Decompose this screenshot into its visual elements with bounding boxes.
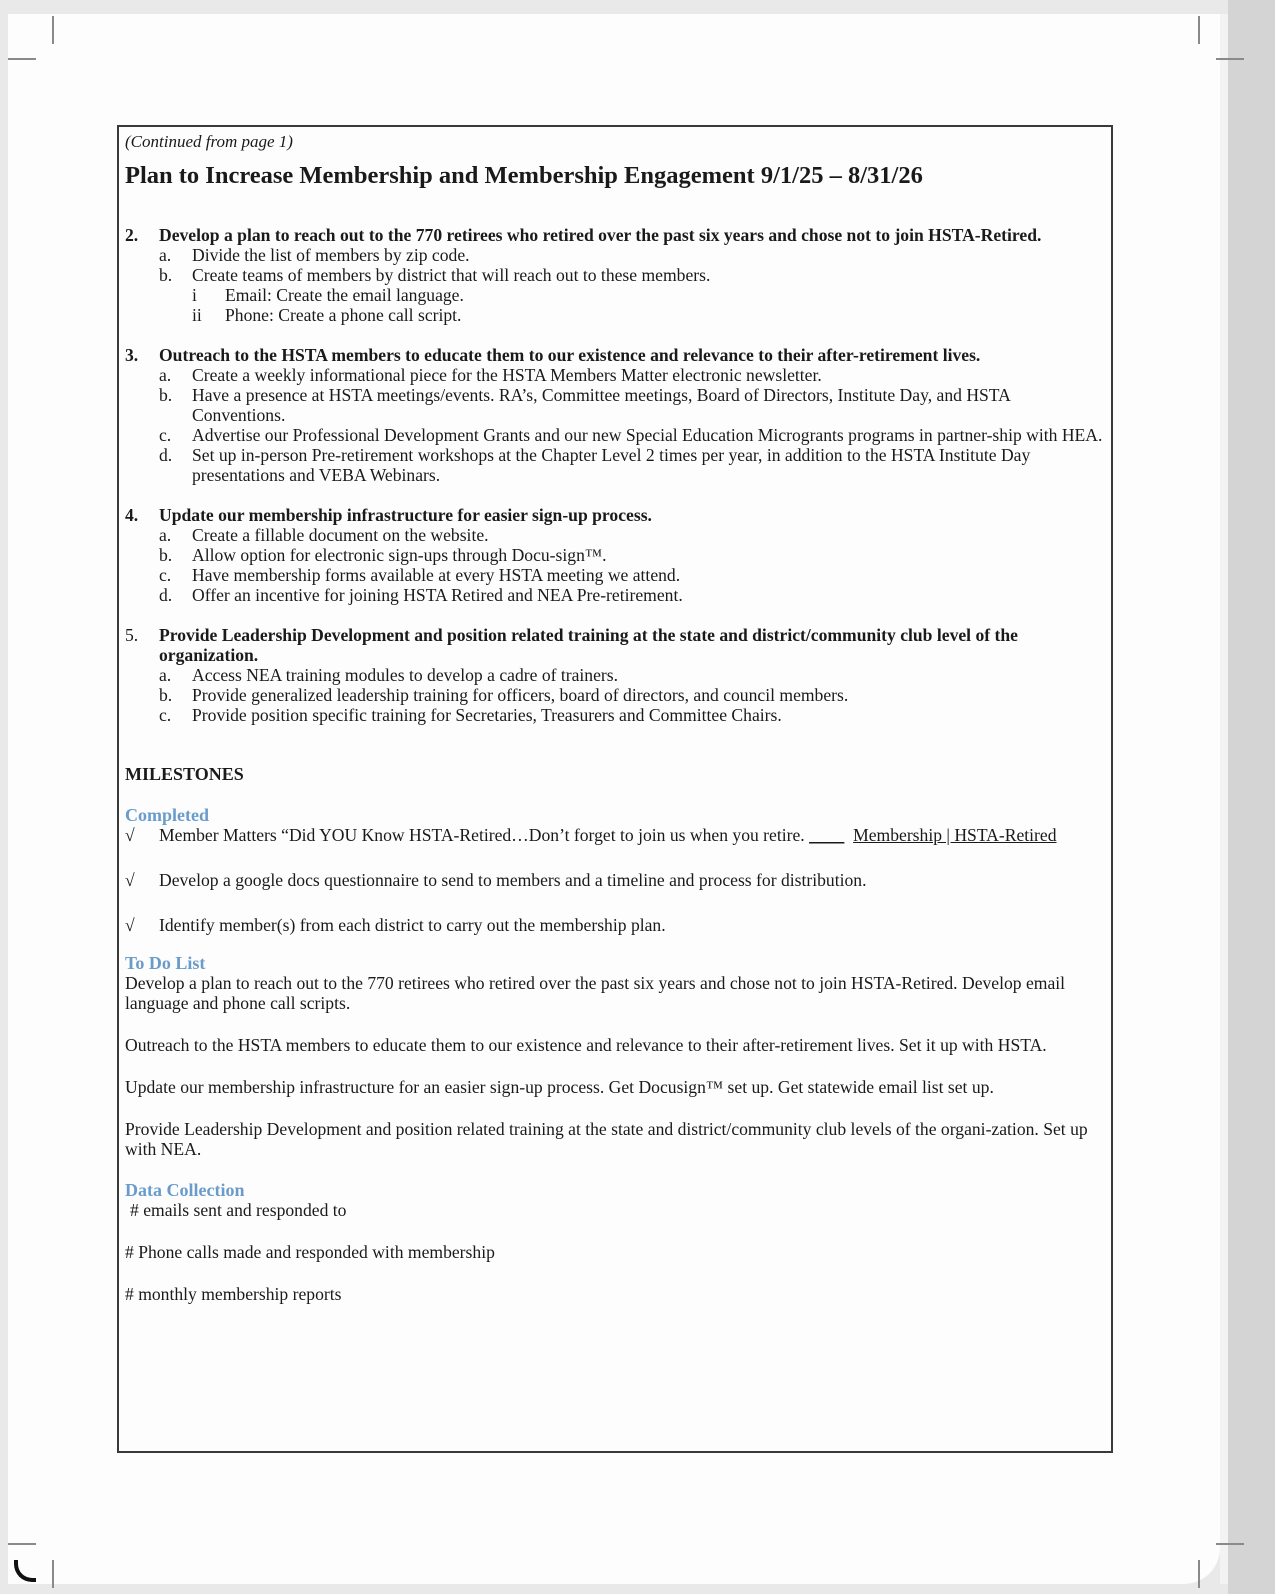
- completed-item: [125, 825, 1103, 845]
- sub-item: [159, 545, 1103, 565]
- data-collection-item: # monthly membership reports: [125, 1284, 342, 1304]
- checkmark-icon: √: [125, 915, 135, 935]
- item-number: 4.: [125, 505, 139, 525]
- data-collection-item: # Phone calls made and responded with membership: [125, 1242, 495, 1262]
- sub-letter: c.: [159, 705, 172, 725]
- sub-item: [159, 585, 1103, 605]
- sub-text: Access NEA training modules to develop a cadre of trainers.: [192, 665, 619, 685]
- sub-text: Create teams of members by district that will reach out to these members.: [192, 265, 711, 285]
- sub-sub-item: [192, 305, 1103, 325]
- sub-letter: b.: [159, 545, 173, 565]
- sub-letter: b.: [159, 385, 173, 405]
- plan-item: [125, 345, 1103, 485]
- sub-text: Offer an incentive for joining HSTA Retired and NEA Pre-retirement.: [192, 585, 683, 605]
- todo-item: Provide Leadership Development and position related training at the state and district/community club levels of the organi-zation. Set up with NEA.: [125, 1119, 1088, 1159]
- sub-letter: b.: [159, 685, 173, 705]
- sub-letter: a.: [159, 525, 172, 545]
- sub-sub-item: [192, 285, 1103, 305]
- sub-letter: a.: [159, 665, 172, 685]
- data-collection-heading: Data Collection: [125, 1180, 245, 1200]
- sub-sub-text: Email: Create the email language.: [225, 285, 464, 305]
- sub-text: Advertise our Professional Development Grants and our new Special Education Microgrants programs in partner-ship with HEA.: [192, 425, 1103, 445]
- sub-text: Create a weekly informational piece for the HSTA Members Matter electronic newsletter.: [192, 365, 822, 385]
- completed-text: Identify member(s) from each district to carry out the membership plan.: [159, 915, 666, 935]
- checkmark-icon: √: [125, 870, 135, 890]
- sub-item: [159, 705, 1103, 725]
- sub-letter: d.: [159, 585, 173, 605]
- completed-item: [125, 870, 1103, 890]
- completed-text: Member Matters “Did YOU Know HSTA-Retired…Don’t forget to join us when you retire.: [159, 825, 810, 845]
- todo-item: Update our membership infrastructure for an easier sign-up process. Get Docusign™ set up. Get statewide email list set up.: [125, 1077, 994, 1097]
- sub-text: Set up in-person Pre-retirement workshops at the Chapter Level 2 times per year, in addition to the HSTA Institute Day presentations and VEBA Webinars.: [192, 445, 1031, 485]
- item-number: 3.: [125, 345, 139, 365]
- sub-letter: c.: [159, 565, 172, 585]
- data-collection-item: # emails sent and responded to: [130, 1200, 347, 1220]
- completed-text: Develop a google docs questionnaire to send to members and a timeline and process for distribution.: [159, 870, 867, 890]
- sub-text: Provide generalized leadership training for officers, board of directors, and council members.: [192, 685, 849, 705]
- completed-heading: Completed: [125, 805, 209, 825]
- sub-item: [159, 525, 1103, 545]
- blank-line: ____: [809, 825, 845, 845]
- sub-letter: c.: [159, 425, 172, 445]
- sub-sub-letter: i: [192, 285, 197, 305]
- sub-item: [159, 385, 1103, 425]
- plan-item: [125, 505, 1103, 605]
- sub-item: [159, 665, 1103, 685]
- sub-item: [159, 425, 1103, 445]
- item-heading: Outreach to the HSTA members to educate them to our existence and relevance to their after-retirement lives.: [159, 345, 981, 365]
- crop-mark: [52, 16, 54, 44]
- continued-note: (Continued from page 1): [125, 132, 293, 151]
- plan-item: [125, 625, 1103, 725]
- item-number: 5.: [125, 625, 139, 645]
- membership-link[interactable]: Membership | HSTA-Retired: [853, 825, 1057, 845]
- completed-item: [125, 915, 1103, 935]
- crop-mark: [8, 1543, 36, 1545]
- crop-mark: [1216, 1543, 1244, 1545]
- crop-mark: [1216, 58, 1244, 60]
- todo-item: Outreach to the HSTA members to educate them to our existence and relevance to their after-retirement lives. Set it up with HSTA.: [125, 1035, 1047, 1055]
- plan-item: [125, 225, 1103, 325]
- todo-heading: To Do List: [125, 953, 206, 973]
- item-heading: Develop a plan to reach out to the 770 retirees who retired over the past six years and chose not to join HSTA-Retired.: [159, 225, 1042, 245]
- scrollbar[interactable]: [1228, 0, 1275, 1594]
- sub-letter: b.: [159, 265, 173, 285]
- sub-sub-letter: ii: [192, 305, 202, 325]
- sub-letter: a.: [159, 365, 172, 385]
- sub-text: Allow option for electronic sign-ups through Docu-sign™.: [192, 545, 607, 565]
- crop-mark: [8, 58, 36, 60]
- sub-item: [159, 445, 1103, 485]
- sub-text: Have membership forms available at every HSTA meeting we attend.: [192, 565, 681, 585]
- sub-item: [159, 365, 1103, 385]
- milestones-heading: MILESTONES: [125, 764, 244, 784]
- sub-text: Divide the list of members by zip code.: [192, 245, 470, 265]
- sub-item: [159, 245, 1103, 265]
- page-title: Plan to Increase Membership and Membership Engagement 9/1/25 – 8/31/26: [125, 162, 923, 189]
- sub-text: Provide position specific training for Secretaries, Treasurers and Committee Chairs.: [192, 705, 782, 725]
- content-box: [117, 125, 1113, 1453]
- item-number: 2.: [125, 225, 139, 245]
- crop-mark: [1198, 1560, 1200, 1588]
- item-heading: Provide Leadership Development and position related training at the state and district/community club level of the organization.: [159, 625, 1018, 665]
- sub-text: Create a fillable document on the website.: [192, 525, 489, 545]
- crop-mark: [52, 1560, 54, 1588]
- sub-sub-text: Phone: Create a phone call script.: [225, 305, 462, 325]
- sub-letter: d.: [159, 445, 173, 465]
- plan-list: [125, 225, 1103, 725]
- sub-text: Have a presence at HSTA meetings/events. RA’s, Committee meetings, Board of Directors, Institute Day, and HSTA Conventions.: [192, 385, 1010, 425]
- sub-letter: a.: [159, 245, 172, 265]
- todo-item: Develop a plan to reach out to the 770 retirees who retired over the past six years and chose not to join HSTA-Retired. Develop email language and phone call scripts.: [125, 973, 1066, 1013]
- checkmark-icon: √: [125, 825, 135, 845]
- page-edge: [1220, 14, 1228, 1584]
- sub-item: [159, 565, 1103, 585]
- item-heading: Update our membership infrastructure for easier sign-up process.: [159, 505, 652, 525]
- sub-item: [159, 685, 1103, 705]
- sub-item: [159, 265, 1103, 325]
- crop-mark: [1198, 16, 1200, 44]
